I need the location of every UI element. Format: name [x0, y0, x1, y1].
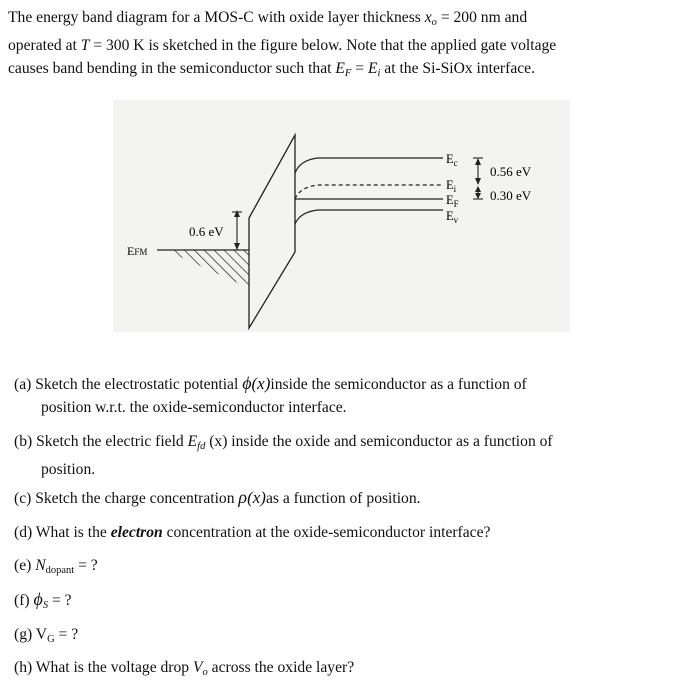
- intro-line-3: causes band bending in the semiconductor such that $E_F = E_i$ at the Si-SiOx interface.: [8, 60, 535, 79]
- label-ei: $E_i$: [446, 178, 457, 194]
- question-e: (e) $N_{dopant}$ = ?: [14, 557, 98, 576]
- label-ef: $E_F$: [446, 193, 459, 209]
- band-diagram-figure: [113, 100, 570, 332]
- intro-line-1: The energy band diagram for a MOS-C with oxide layer thickness $x_o = 200$ nm and: [8, 9, 528, 28]
- question-h: (h) What is the voltage drop $V_o$ across the oxide layer?: [14, 659, 355, 678]
- metal-filled-states: [165, 250, 249, 288]
- problem-intro: [8, 6, 633, 85]
- label-0-56-ev: 0.56 eV: [490, 164, 532, 179]
- question-a: (a) Sketch the electrostatic potential ϕ(x)inside the semiconductor as a function of position w.r.t. the oxide-semiconductor interface.: [14, 373, 527, 416]
- label-ev: $E_v$: [446, 209, 459, 225]
- label-efm: EFM: [127, 244, 148, 258]
- conduction-band: [295, 158, 443, 173]
- label-0-30-ev: 0.30 eV: [490, 188, 532, 203]
- oxide-layer: [249, 135, 295, 328]
- question-g: (g) $V_G$ = ?: [14, 626, 79, 645]
- question-c: (c) Sketch the charge concentration ρ(x)as a function of position.: [14, 487, 421, 507]
- label-0-6-ev: 0.6 eV: [189, 224, 224, 239]
- intro-line-2: operated at T = 300 K is sketched in the figure below. Note that the applied gate voltage: [8, 37, 557, 54]
- question-f: (f) $\phi_S$ = ?: [14, 589, 72, 611]
- question-b: (b) Sketch the electric field $E_{fd}$ (x) inside the oxide and semiconductor as a function of position.: [14, 433, 553, 478]
- intrinsic-level: [295, 185, 443, 199]
- label-ec: $E_c$: [446, 152, 458, 168]
- question-d: (d) What is the electron concentration at the oxide-semiconductor interface?: [14, 524, 491, 541]
- band-diagram: [113, 100, 570, 332]
- valence-band: [295, 210, 443, 224]
